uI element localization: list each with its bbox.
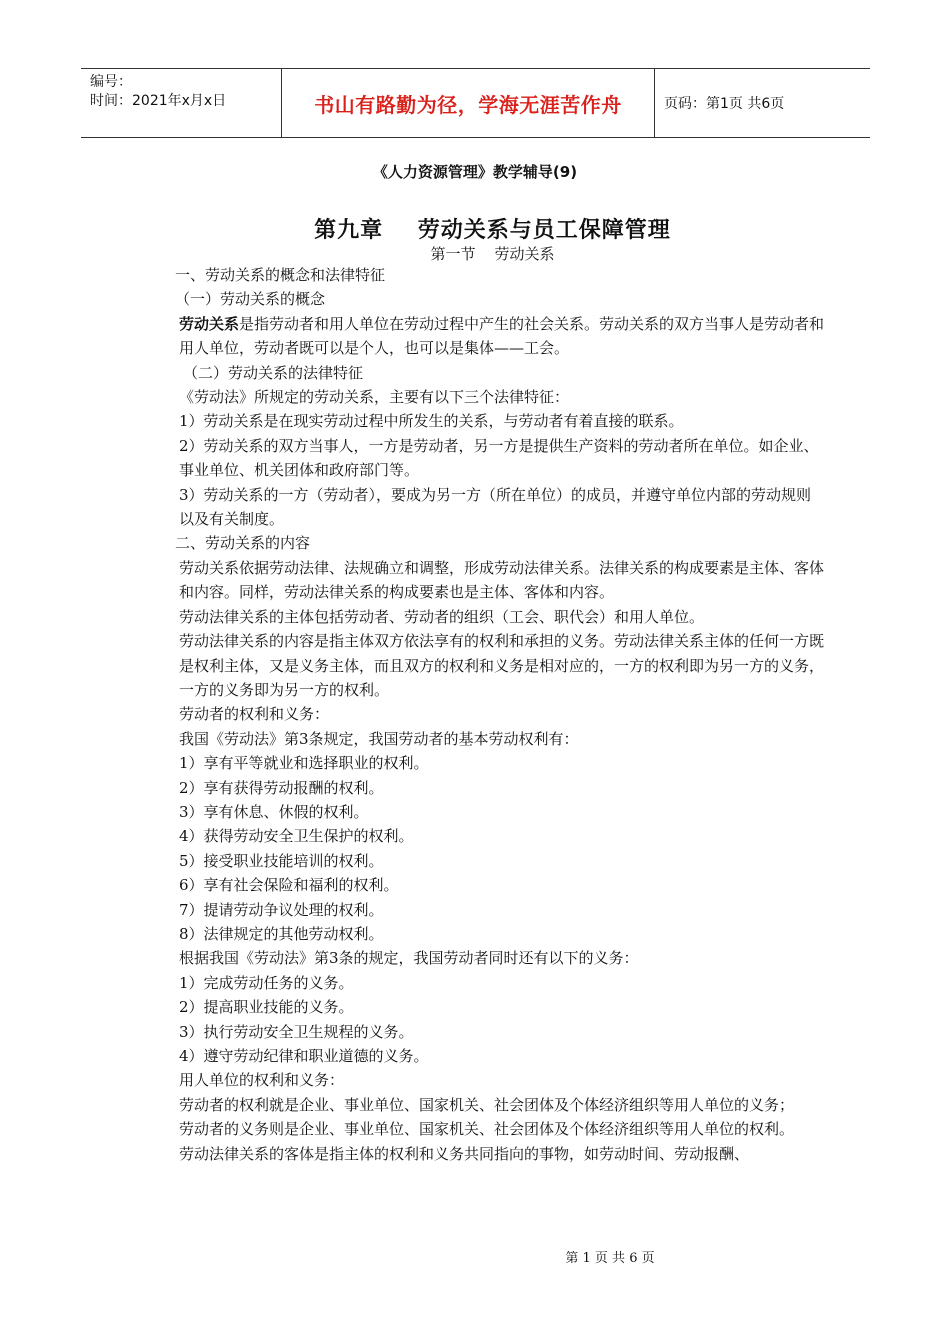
- heading-content: 二、劳动关系的内容: [175, 534, 311, 553]
- list-item-right: 6）享有社会保险和福利的权利。: [179, 876, 399, 895]
- section-title: 第一节 劳动关系: [430, 245, 555, 263]
- paragraph-employer-duties: 劳动者的权利就是企业、事业单位、国家机关、社会团体及个体经济组织等用人单位的义务；: [179, 1095, 795, 1114]
- page-footer: 第 1 页 共 6 页: [565, 1251, 655, 1266]
- paragraph-features-intro: 《劳动法》所规定的劳动关系，主要有以下三个法律特征：: [179, 388, 570, 407]
- list-item-feature-2: 2）劳动关系的双方当事人，一方是劳动者，另一方是提供生产资料的劳动者所在单位。如企业、事业单位、机关团体和政府部门等。: [179, 436, 819, 480]
- paragraph-object: 劳动法律关系的客体是指主体的权利和义务共同指向的事物，如劳动时间、劳动报酬、: [179, 1144, 750, 1163]
- paragraph-contents: 劳动法律关系的内容是指主体双方依法享有的权利和承担的义务。劳动法律关系主体的任何一方既是权利主体，又是义务主体，而且双方的权利和义务是相对应的，一方的权利即为另一方的义务，一方的义务即为另一方的权利。: [179, 632, 825, 699]
- list-item-feature-1: 1）劳动关系是在现实劳动过程中所发生的关系，与劳动者有着直接的联系。: [179, 412, 684, 431]
- list-item-right: 2）享有获得劳动报酬的权利。: [179, 778, 384, 797]
- heading-worker-rights: 劳动者的权利和义务：: [179, 705, 330, 724]
- chapter-title: 第九章 劳动关系与员工保障管理: [314, 218, 671, 243]
- list-item-duty: 4）遵守劳动纪律和职业道德的义务。: [179, 1047, 429, 1065]
- list-item-right: 7）提请劳动争议处理的权利。: [179, 900, 384, 919]
- time-label: 时间：2021年x月x日: [90, 93, 227, 109]
- list-item-right: 5）接受职业技能培训的权利。: [179, 851, 384, 870]
- number-label: 编号：: [90, 74, 132, 90]
- paragraph-legal-relation: 劳动关系依据劳动法律、法规确立和调整，形成劳动法律关系。法律关系的构成要素是主体、客体和内容。同样，劳动法律关系的构成要素也是主体、客体和内容。: [179, 558, 825, 602]
- definition-text: 是指劳动者和用人单位在劳动过程中产生的社会关系。劳动关系的双方当事人是劳动者和用人单位，劳动者既可以是个人，也可以是集体——工会。: [179, 314, 825, 358]
- paragraph-employer-rights: 劳动者的义务则是企业、事业单位、国家机关、社会团体及个体经济组织等用人单位的权利。: [179, 1120, 795, 1139]
- list-item-right: 3）享有休息、休假的权利。: [179, 802, 369, 821]
- header-motto: 书山有路勤为径，学海无涯苦作舟: [281, 69, 655, 137]
- list-item-right: 1）享有平等就业和选择职业的权利。: [179, 754, 429, 773]
- heading-employer-rights: 用人单位的权利和义务：: [179, 1071, 345, 1090]
- document-title: 《人力资源管理》教学辅导(9): [372, 163, 578, 181]
- term-labor-relation: 劳动关系: [179, 314, 240, 333]
- list-item-duty: 1）完成劳动任务的义务。: [179, 973, 354, 992]
- paragraph-rights-intro: 我国《劳动法》第3条规定，我国劳动者的基本劳动权利有：: [179, 729, 579, 748]
- subheading-legal-features: （二）劳动关系的法律特征: [183, 363, 364, 382]
- list-item-feature-3: 3）劳动关系的一方（劳动者），要成为另一方（所在单位）的成员，并遵守单位内部的劳动规则以及有关制度。: [179, 485, 812, 529]
- paragraph-duties-intro: 根据我国《劳动法》第3条的规定，我国劳动者同时还有以下的义务：: [179, 949, 639, 968]
- paragraph-subjects: 劳动法律关系的主体包括劳动者、劳动者的组织（工会、职代会）和用人单位。: [179, 607, 705, 626]
- header-table: [81, 68, 870, 138]
- list-item-duty: 3）执行劳动安全卫生规程的义务。: [179, 1022, 414, 1041]
- list-item-right: 8）法律规定的其他劳动权利。: [179, 924, 384, 943]
- document-body: [145, 263, 825, 1166]
- paragraph-definition: [145, 312, 825, 361]
- header-page-info: 页码：第1页 共6页: [664, 96, 785, 112]
- list-item-duty: 2）提高职业技能的义务。: [179, 998, 354, 1017]
- subheading-concept: （一）劳动关系的概念: [175, 290, 326, 309]
- heading-concept-and-features: 一、劳动关系的概念和法律特征: [175, 266, 386, 284]
- list-item-right: 4）获得劳动安全卫生保护的权利。: [179, 827, 414, 846]
- header-meta: [81, 69, 281, 137]
